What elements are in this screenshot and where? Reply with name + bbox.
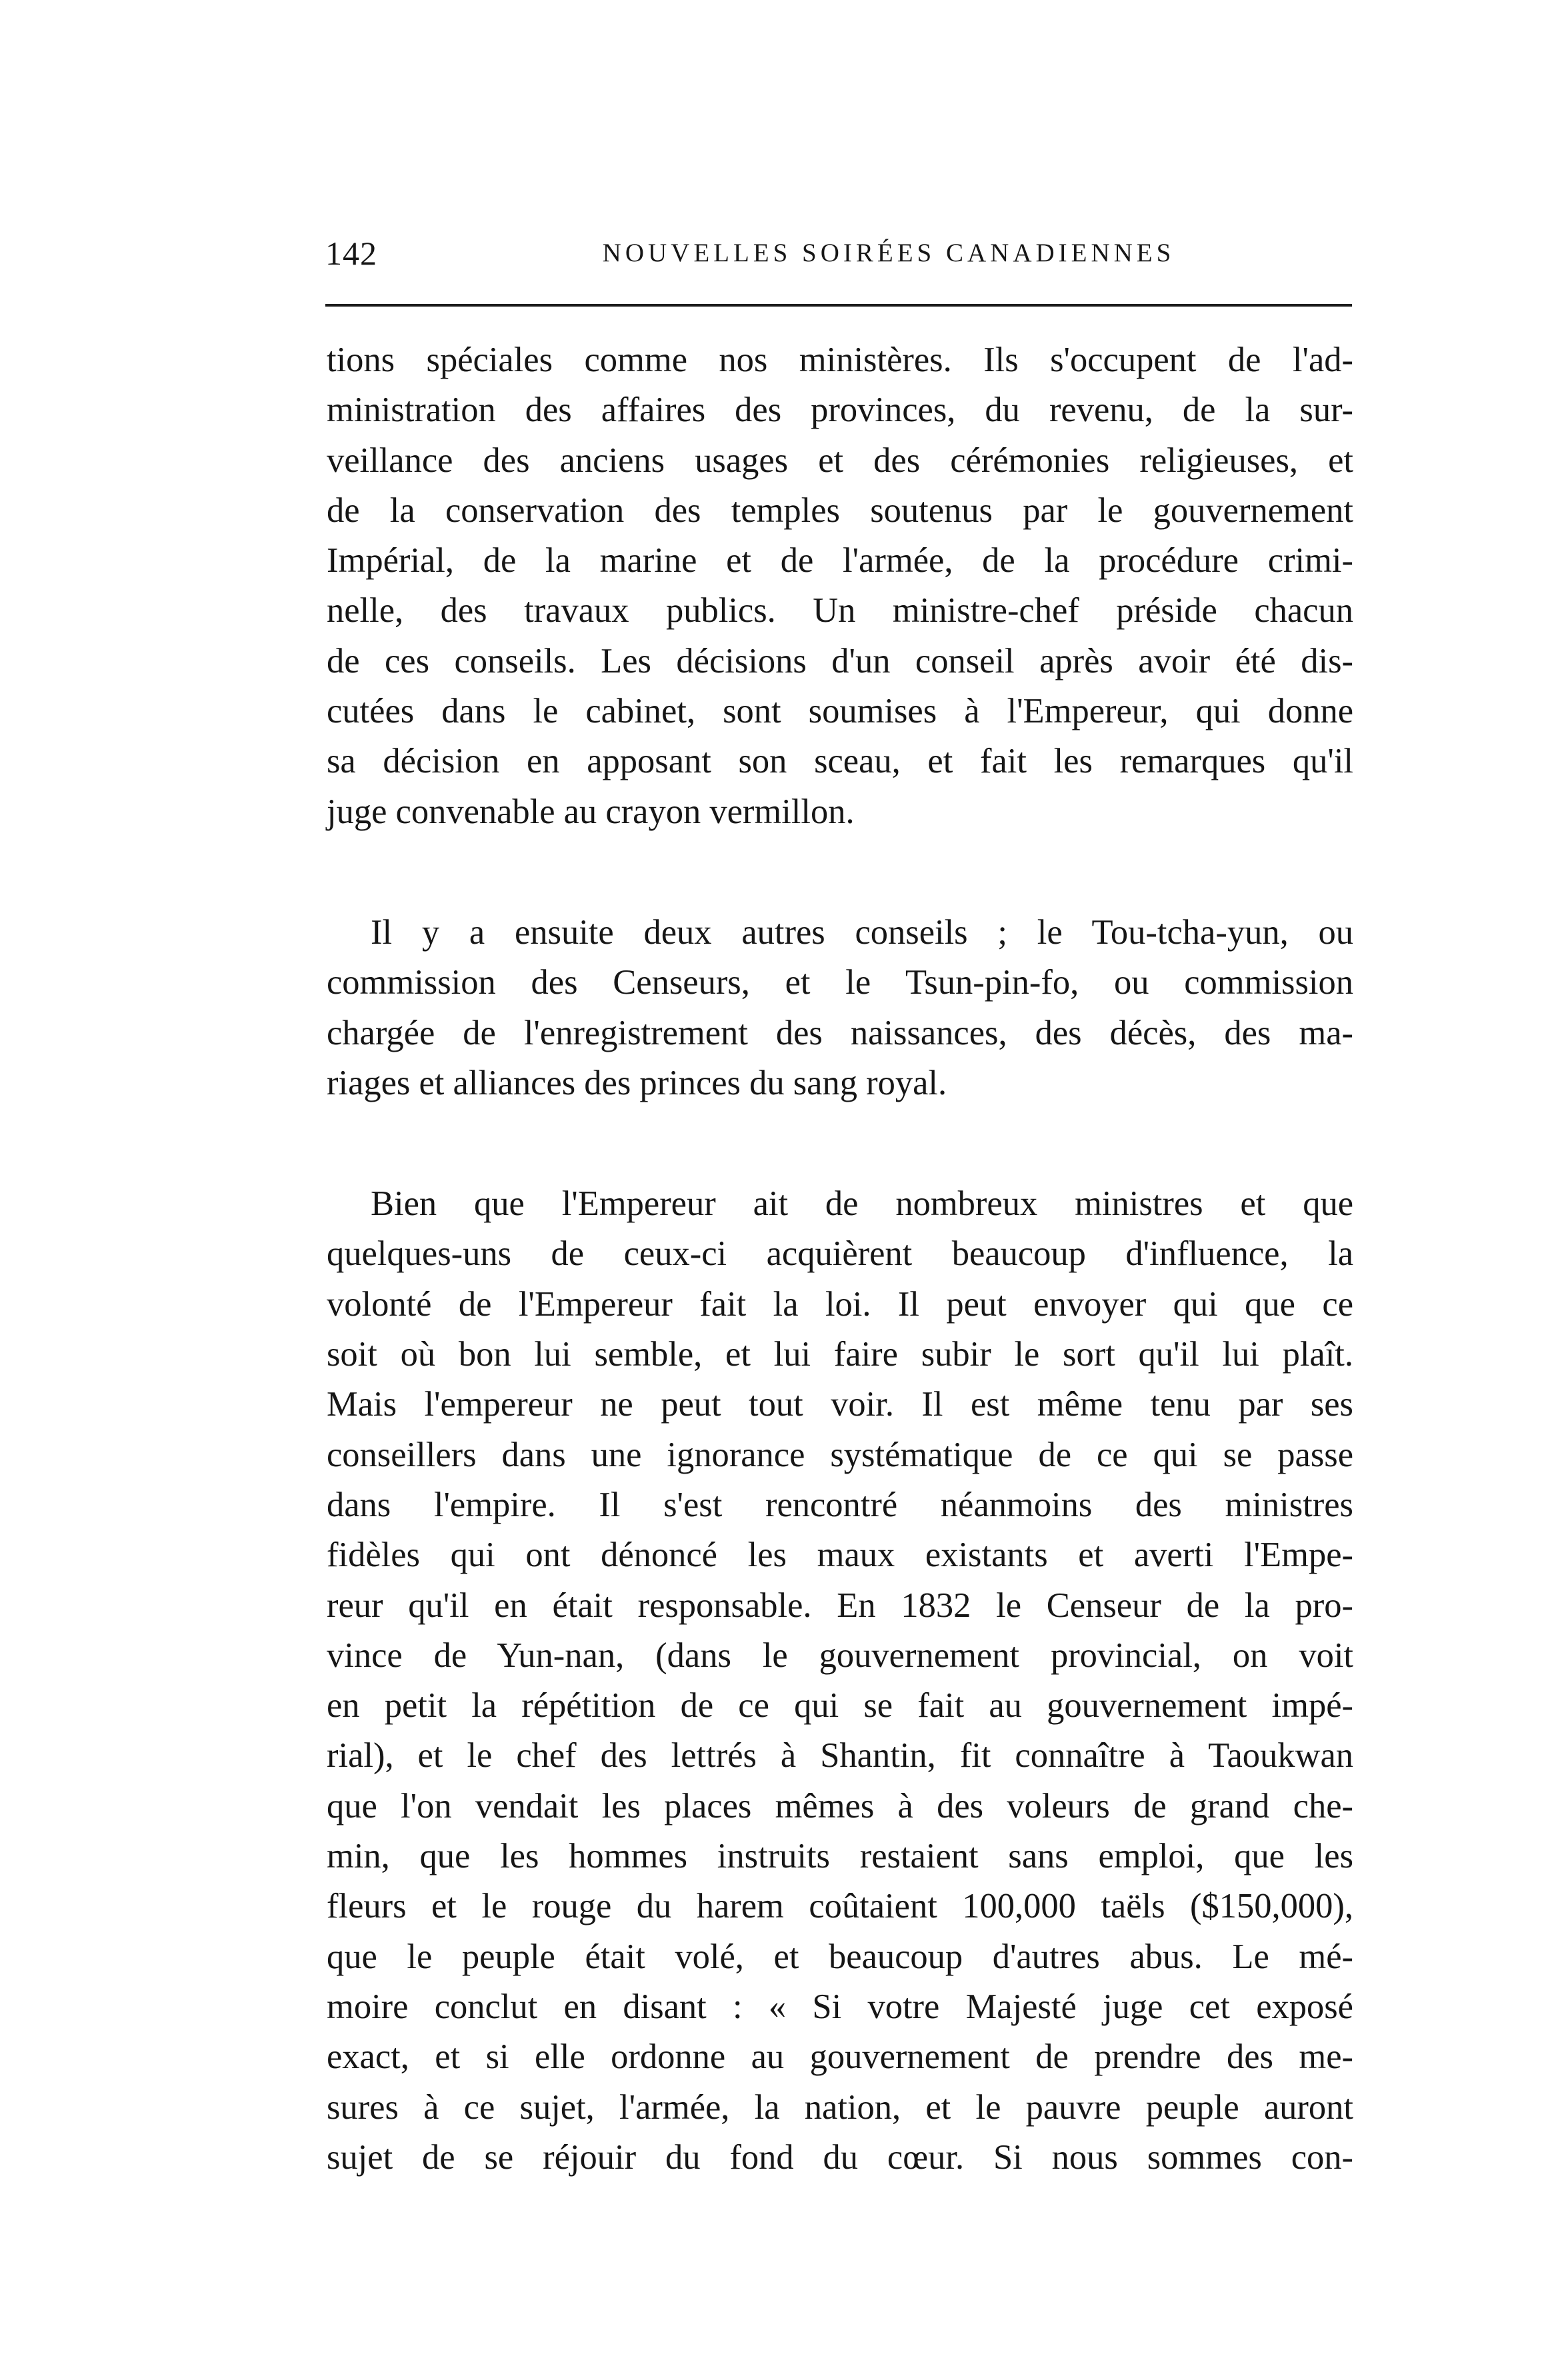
text-line: riages et alliances des princes du sang royal. <box>327 1063 947 1102</box>
page-number: 142 <box>325 235 377 272</box>
text-line: soit où bon lui semble, et lui faire subir le sort qu'il lui plaît. <box>327 1335 1353 1374</box>
text-line: sures à ce sujet, l'armée, la nation, et le pauvre peuple auront <box>327 2087 1353 2127</box>
text-line: juge convenable au crayon vermillon. <box>327 792 855 831</box>
text-line: en petit la répétition de ce qui se fait au gouvernement impé- <box>327 1686 1353 1726</box>
text-line: exact, et si elle ordonne au gouvernement de prendre des me- <box>327 2037 1353 2077</box>
running-title: NOUVELLES SOIRÉES CANADIENNES <box>602 239 1175 267</box>
text-line: de ces conseils. Les décisions d'un conseil après avoir été dis- <box>327 641 1353 680</box>
text-line: tions spéciales comme nos ministères. Ils s'occupent de l'ad- <box>327 341 1353 379</box>
text-line: rial), et le chef des lettrés à Shantin, fit connaître à Taoukwan <box>327 1736 1353 1776</box>
paragraph <box>327 335 1353 837</box>
text-line: volonté de l'Empereur fait la loi. Il peut envoyer qui que ce <box>327 1284 1353 1324</box>
header-rule <box>325 304 1352 307</box>
text-line: veillance des anciens usages et des cérémonies religieuses, et <box>327 441 1353 480</box>
text-line: Impérial, de la marine et de l'armée, de la procédure crimi- <box>327 541 1353 581</box>
text-line: fleurs et le rouge du harem coûtaient 100,000 taëls ($150,000), <box>327 1887 1353 1926</box>
page-header <box>325 227 1352 280</box>
text-line: de la conservation des temples soutenus par le gouvernement <box>327 491 1353 530</box>
text-line: Il y a ensuite deux autres conseils ; le Tou-tcha-yun, ou <box>371 912 1353 952</box>
paragraph <box>327 1179 1353 2183</box>
text-line: Mais l'empereur ne peut tout voir. Il est même tenu par ses <box>327 1385 1353 1424</box>
text-line: vince de Yun-nan, (dans le gouvernement provincial, on voit <box>327 1636 1353 1675</box>
text-line: cutées dans le cabinet, sont soumises à l'Empereur, qui donne <box>327 692 1353 731</box>
text-line: chargée de l'enregistrement des naissances, des décès, des ma- <box>327 1013 1353 1052</box>
text-line: que l'on vendait les places mêmes à des voleurs de grand che- <box>327 1786 1353 1825</box>
text-line: ministration des affaires des provinces, du revenu, de la sur- <box>327 391 1353 430</box>
text-line: nelle, des travaux publics. Un ministre-chef préside chacun <box>327 591 1353 630</box>
paragraph <box>327 908 1353 1108</box>
text-line: quelques-uns de ceux-ci acquièrent beaucoup d'influence, la <box>327 1234 1353 1274</box>
text-line: sujet de se réjouir du fond du cœur. Si nous sommes con- <box>327 2137 1353 2177</box>
text-line: sa décision en apposant son sceau, et fait les remarques qu'il <box>327 742 1353 781</box>
text-line: min, que les hommes instruits restaient sans emploi, que les <box>327 1837 1353 1876</box>
body-text <box>327 335 1353 2183</box>
text-line: moire conclut en disant : « Si votre Majesté juge cet exposé <box>327 1987 1353 2026</box>
text-line: commission des Censeurs, et le Tsun-pin-fo, ou commission <box>327 963 1353 1002</box>
text-line: dans l'empire. Il s'est rencontré néanmoins des ministres <box>327 1485 1353 1524</box>
text-line: reur qu'il en était responsable. En 1832 le Censeur de la pro- <box>327 1586 1353 1625</box>
text-line: fidèles qui ont dénoncé les maux existants et averti l'Empe- <box>327 1536 1353 1575</box>
text-line: conseillers dans une ignorance systématique de ce qui se passe <box>327 1435 1353 1474</box>
text-line: que le peuple était volé, et beaucoup d'autres abus. Le mé- <box>327 1937 1353 1976</box>
text-line: Bien que l'Empereur ait de nombreux ministres et que <box>371 1184 1353 1224</box>
